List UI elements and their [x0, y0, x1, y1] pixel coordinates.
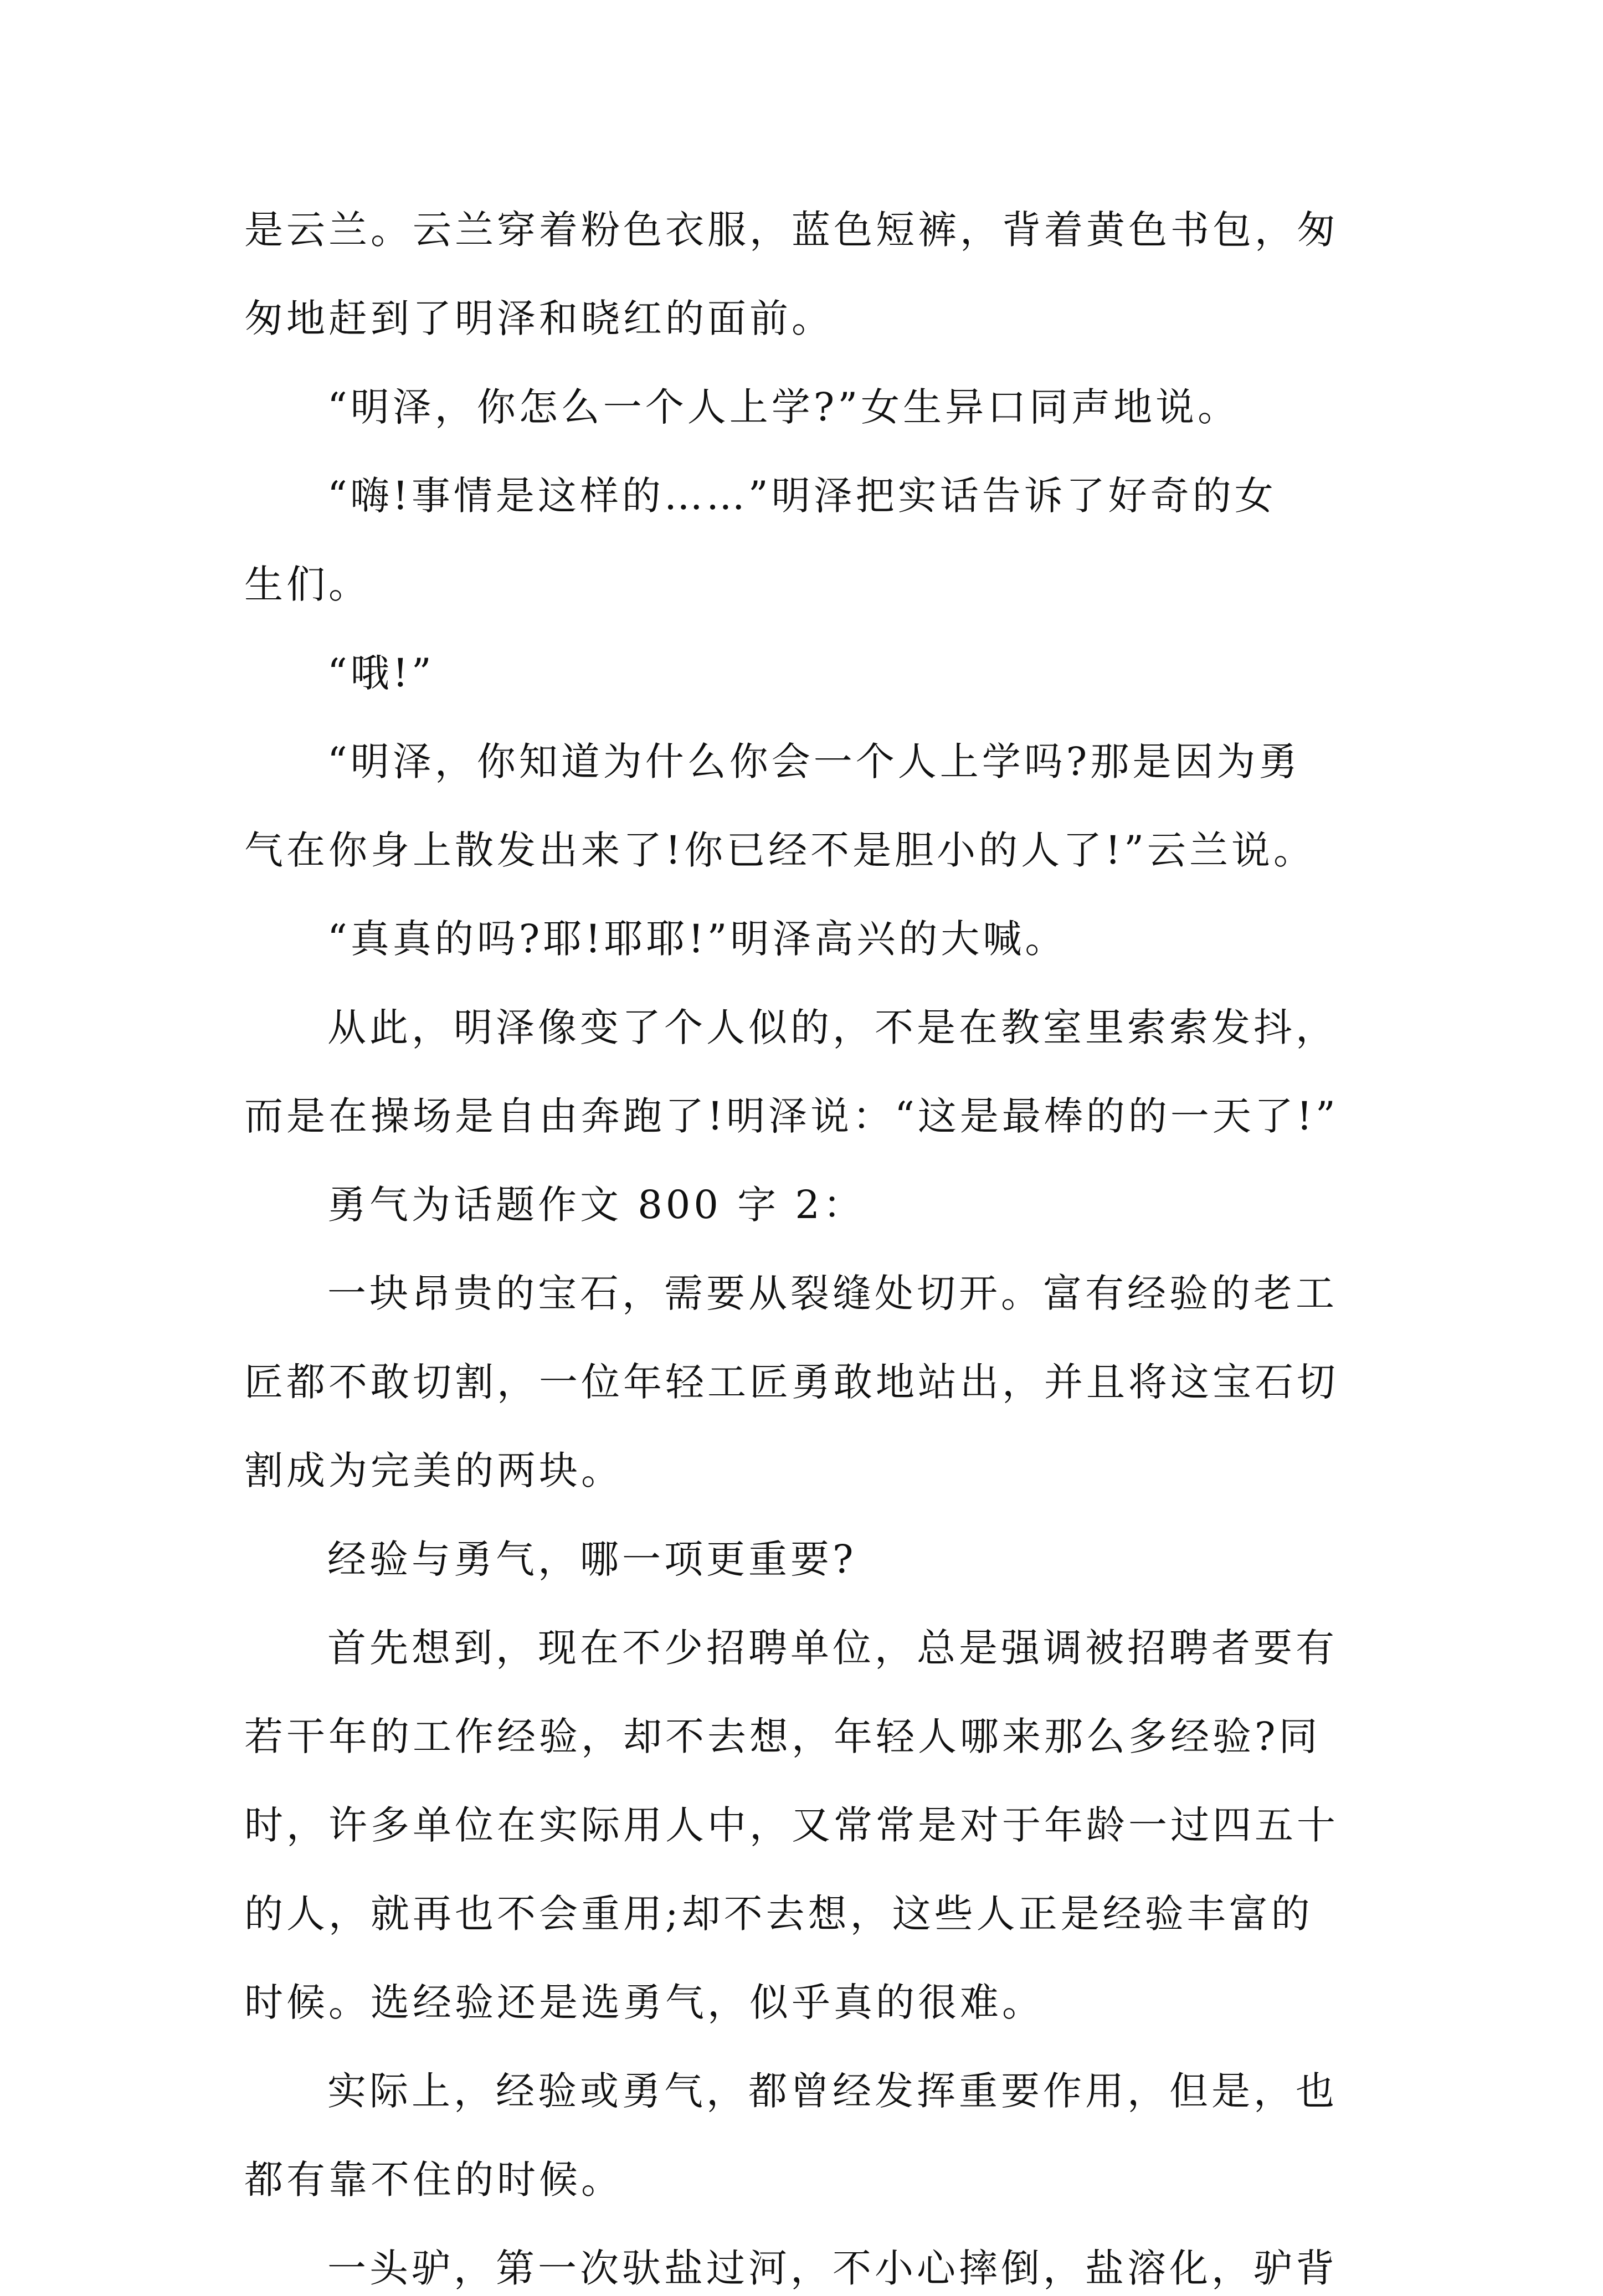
text-line: 是云兰。云兰穿着粉色衣服，蓝色短裤，背着黄色书包，匆	[244, 207, 1339, 253]
text-line: 一块昂贵的宝石，需要从裂缝处切开。富有经验的老工	[327, 1271, 1338, 1316]
text-line: “嗨!事情是这样的……”明泽把实话告诉了好奇的女	[327, 473, 1277, 518]
text-line: 割成为完美的两块。	[244, 1448, 623, 1493]
section-heading: 勇气为话题作文 800 字 2：	[327, 1182, 865, 1227]
text-line: 若干年的工作经验，却不去想，年轻人哪来那么多经验?同	[244, 1714, 1321, 1759]
text-line: 生们。	[244, 562, 371, 607]
text-line: 首先想到，现在不少招聘单位，总是强调被招聘者要有	[327, 1625, 1338, 1671]
text-line: 一头驴，第一次驮盐过河，不小心摔倒，盐溶化，驴背	[327, 2246, 1338, 2291]
text-line: 匠都不敢切割，一位年轻工匠勇敢地站出，并且将这宝石切	[244, 1359, 1339, 1405]
text-line: 都有靠不住的时候。	[244, 2157, 623, 2202]
text-line: 实际上，经验或勇气，都曾经发挥重要作用，但是，也	[327, 2068, 1338, 2114]
text-line: “真真的吗?耶!耶耶!”明泽高兴的大喊。	[327, 916, 1067, 962]
text-line: 匆地赶到了明泽和晓红的面前。	[244, 296, 834, 341]
text-line: 而是在操场是自由奔跑了!明泽说：“这是最棒的的一天了!”	[244, 1093, 1339, 1139]
text-line: “明泽，你怎么一个人上学?”女生异口同声地说。	[327, 384, 1240, 430]
text-line: “哦!”	[327, 650, 435, 696]
text-line: “明泽，你知道为什么你会一个人上学吗?那是因为勇	[327, 739, 1301, 784]
text-line: 气在你身上散发出来了!你已经不是胆小的人了!”云兰说。	[244, 828, 1316, 873]
text-line: 经验与勇气，哪一项更重要?	[327, 1537, 857, 1582]
text-line: 的人，就再也不会重用;却不去想，这些人正是经验丰富的	[244, 1891, 1313, 1937]
text-line: 从此，明泽像变了个人似的，不是在教室里索索发抖，	[327, 1005, 1338, 1050]
text-line: 时候。选经验还是选勇气，似乎真的很难。	[244, 1980, 1044, 2025]
text-line: 时，许多单位在实际用人中，又常常是对于年龄一过四五十	[244, 1802, 1339, 1848]
